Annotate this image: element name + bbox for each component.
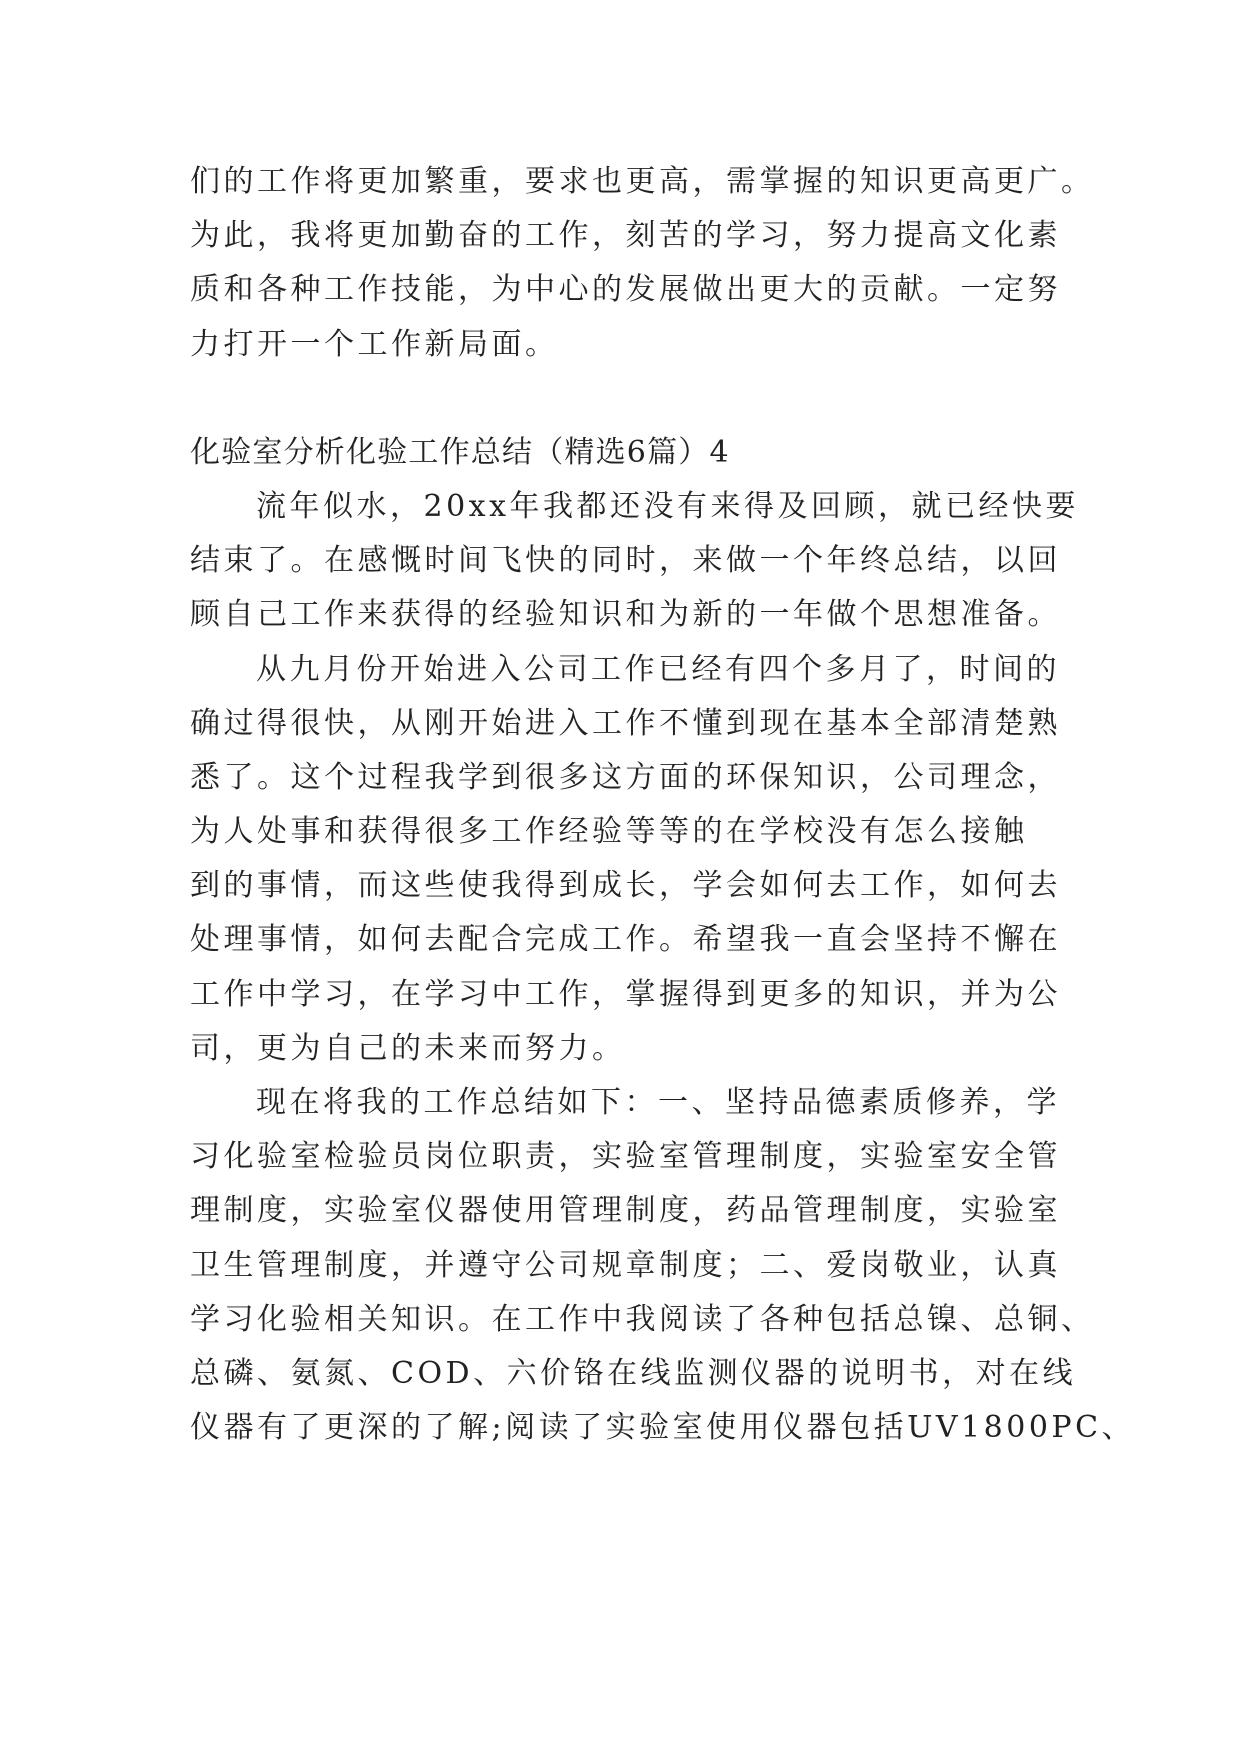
text-line: 仪器有了更深的了解;阅读了实验室使用仪器包括UV1800PC、 xyxy=(190,1410,1136,1446)
text-line: 习化验室检验员岗位职责，实验室管理制度，实验室安全管 xyxy=(190,1139,1061,1175)
text-line: 工作中学习，在学习中工作，掌握得到更多的知识，并为公 xyxy=(190,976,1061,1012)
text-line: 确过得很快，从刚开始进入工作不懂到现在基本全部清楚熟 xyxy=(190,705,1061,741)
paragraph-2 xyxy=(190,643,1060,1077)
section-heading: 化验室分析化验工作总结（精选6篇）4 xyxy=(190,434,730,470)
paragraph-1 xyxy=(190,480,1080,643)
text-line: 质和各种工作技能，为中心的发展做出更大的贡献。一定努 xyxy=(190,272,1061,308)
text-line: 结束了。在感慨时间飞快的同时，来做一个年终总结，以回 xyxy=(190,543,1061,579)
text-line: 从九月份开始进入公司工作已经有四个多月了，时间的 xyxy=(256,651,1060,687)
text-line: 司，更为自己的未来而努力。 xyxy=(190,1030,626,1066)
paragraph-3 xyxy=(190,1076,1136,1455)
paragraph-previous xyxy=(190,155,1095,372)
paragraph-gap xyxy=(190,372,1060,426)
text-line: 们的工作将更加繁重，要求也更高，需掌握的知识更高更广。 xyxy=(190,164,1095,199)
text-line: 理制度，实验室仪器使用管理制度，药品管理制度，实验室 xyxy=(190,1193,1061,1229)
text-line: 现在将我的工作总结如下：一、坚持品德素质修养，学 xyxy=(256,1085,1060,1120)
text-line: 卫生管理制度，并遵守公司规章制度；二、爱岗敬业，认真 xyxy=(190,1247,1061,1283)
text-line: 力打开一个工作新局面。 xyxy=(190,326,559,362)
text-line: 为人处事和获得很多工作经验等等的在学校没有怎么接触 xyxy=(190,814,1028,850)
text-line: 处理事情，如何去配合完成工作。希望我一直会坚持不懈在 xyxy=(190,922,1061,958)
text-line: 到的事情，而这些使我得到成长，学会如何去工作，如何去 xyxy=(190,868,1061,904)
text-line: 学习化验相关知识。在工作中我阅读了各种包括总镍、总铜、 xyxy=(190,1301,1095,1337)
text-line: 顾自己工作来获得的经验知识和为新的一年做个思想准备。 xyxy=(190,597,1061,633)
text-line: 悉了。这个过程我学到很多这方面的环保知识，公司理念， xyxy=(190,759,1061,795)
document-body xyxy=(190,155,1136,1455)
text-line: 流年似水，20xx年我都还没有来得及回顾，就已经快要 xyxy=(256,488,1080,524)
text-line: 总磷、氨氮、COD、六价铬在线监测仪器的说明书，对在线 xyxy=(190,1355,1077,1391)
text-line: 为此，我将更加勤奋的工作，刻苦的学习，努力提高文化素 xyxy=(190,218,1061,254)
